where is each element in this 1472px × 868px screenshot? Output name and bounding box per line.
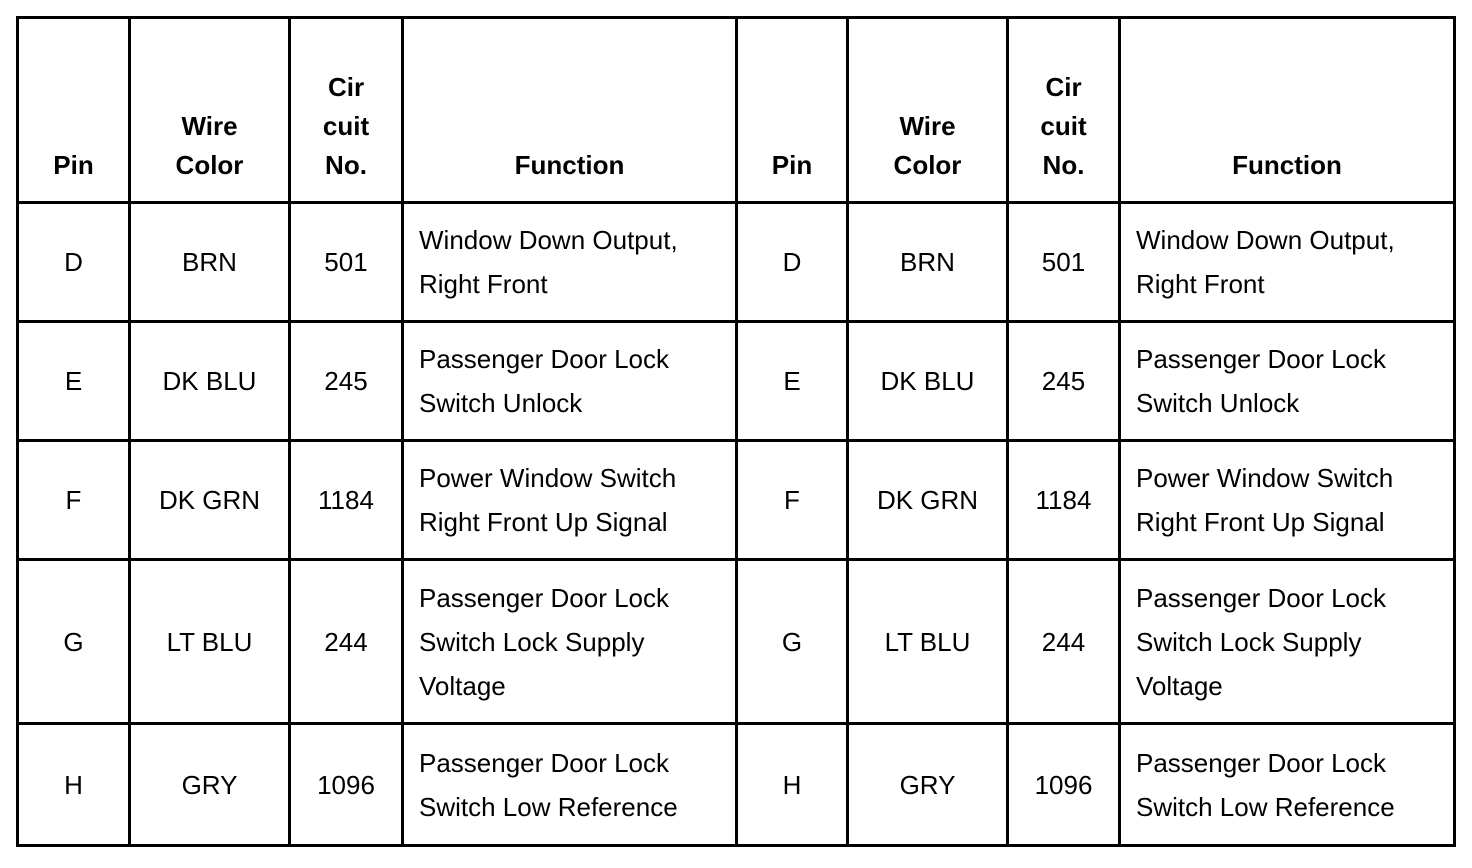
header-pin: [18, 18, 130, 203]
header-function: [403, 18, 737, 203]
cell-function-left: [403, 322, 737, 441]
function-line: Right Front Up Signal: [419, 507, 668, 537]
cell-function-left: [403, 441, 737, 560]
header-wire-color-repeat-line-2: Color: [893, 150, 962, 180]
cell-circuit-left: 244: [290, 560, 403, 724]
function-line: Switch Unlock: [1136, 388, 1300, 418]
cell-circuit-right: 501: [1008, 203, 1120, 322]
cell-pin-left: F: [18, 441, 130, 560]
header-pin-repeat: [737, 18, 848, 203]
function-line: Power Window Switch: [1136, 463, 1394, 493]
table-row: [18, 322, 1455, 441]
header-wire-color-line-1: Wire: [181, 111, 238, 141]
cell-pin-right: H: [737, 724, 848, 846]
cell-circuit-right: 244: [1008, 560, 1120, 724]
cell-wire-color-left: DK GRN: [130, 441, 290, 560]
function-line: Passenger Door Lock: [419, 344, 670, 374]
function-line: Switch Low Reference: [1136, 791, 1395, 822]
cell-wire-color-left: LT BLU: [130, 560, 290, 724]
function-line: Switch Lock Supply: [1136, 626, 1362, 657]
function-line: Right Front Up Signal: [1136, 507, 1385, 537]
cell-wire-color-right: DK BLU: [848, 322, 1008, 441]
function-line: Passenger Door Lock: [419, 582, 670, 613]
function-line: Power Window Switch: [419, 463, 677, 493]
header-wire-color-repeat: [848, 18, 1008, 203]
header-circuit-no-repeat-line-3: No.: [1042, 150, 1085, 180]
function-line: Switch Low Reference: [419, 791, 678, 822]
function-line: Voltage: [419, 670, 506, 701]
cell-function-right: [1120, 203, 1455, 322]
function-line: Passenger Door Lock: [1136, 582, 1387, 613]
cell-circuit-right: 1184: [1008, 441, 1120, 560]
cell-function-right: [1120, 441, 1455, 560]
cell-pin-right: D: [737, 203, 848, 322]
cell-function-right: [1120, 322, 1455, 441]
cell-function-right: [1120, 560, 1455, 724]
cell-wire-color-right: LT BLU: [848, 560, 1008, 724]
cell-circuit-right: 1096: [1008, 724, 1120, 846]
cell-pin-left: H: [18, 724, 130, 846]
cell-circuit-left: 1184: [290, 441, 403, 560]
cell-function-left: [403, 203, 737, 322]
header-pin-text: Pin: [53, 150, 94, 180]
header-circuit-no-repeat-line-1: Cir: [1045, 72, 1082, 102]
table-row: [18, 441, 1455, 560]
header-function-repeat: [1120, 18, 1455, 203]
cell-pin-right: F: [737, 441, 848, 560]
cell-wire-color-right: BRN: [848, 203, 1008, 322]
function-line: Passenger Door Lock: [419, 747, 670, 778]
cell-circuit-left: 1096: [290, 724, 403, 846]
header-function-text: Function: [514, 150, 625, 180]
header-pin-repeat-text: Pin: [771, 150, 813, 180]
function-line: Switch Lock Supply: [419, 626, 645, 657]
header-circuit-no-line-2: cuit: [322, 111, 370, 141]
header-wire-color: [130, 18, 290, 203]
header-wire-color-line-2: Color: [175, 150, 244, 180]
header-circuit-no: [290, 18, 403, 203]
table-row: [18, 560, 1455, 724]
cell-wire-color-left: GRY: [130, 724, 290, 846]
header-row: [18, 18, 1455, 203]
function-line: Window Down Output,: [419, 225, 678, 255]
table-row: [18, 724, 1455, 846]
table-row: [18, 203, 1455, 322]
function-line: Voltage: [1136, 670, 1223, 701]
connector-pinout-table: [16, 16, 1456, 847]
cell-circuit-right: 245: [1008, 322, 1120, 441]
function-line: Switch Unlock: [419, 388, 583, 418]
cell-pin-left: G: [18, 560, 130, 724]
cell-wire-color-right: DK GRN: [848, 441, 1008, 560]
header-circuit-no-repeat: [1008, 18, 1120, 203]
cell-wire-color-left: BRN: [130, 203, 290, 322]
cell-pin-left: D: [18, 203, 130, 322]
cell-pin-right: E: [737, 322, 848, 441]
header-circuit-no-line-3: No.: [325, 150, 367, 180]
cell-circuit-left: 501: [290, 203, 403, 322]
cell-pin-right: G: [737, 560, 848, 724]
cell-function-left: [403, 724, 737, 846]
cell-pin-left: E: [18, 322, 130, 441]
function-line: Right Front: [419, 269, 548, 299]
cell-function-right: [1120, 724, 1455, 846]
header-circuit-no-line-1: Cir: [327, 72, 365, 102]
cell-wire-color-left: DK BLU: [130, 322, 290, 441]
function-line: Right Front: [1136, 269, 1265, 299]
header-function-repeat-text: Function: [1232, 150, 1342, 180]
cell-function-left: [403, 560, 737, 724]
header-wire-color-repeat-line-1: Wire: [899, 111, 956, 141]
function-line: Window Down Output,: [1136, 225, 1395, 255]
function-line: Passenger Door Lock: [1136, 747, 1387, 778]
cell-circuit-left: 245: [290, 322, 403, 441]
function-line: Passenger Door Lock: [1136, 344, 1387, 374]
cell-wire-color-right: GRY: [848, 724, 1008, 846]
table-body: [18, 18, 1455, 846]
header-circuit-no-repeat-line-2: cuit: [1040, 111, 1087, 141]
